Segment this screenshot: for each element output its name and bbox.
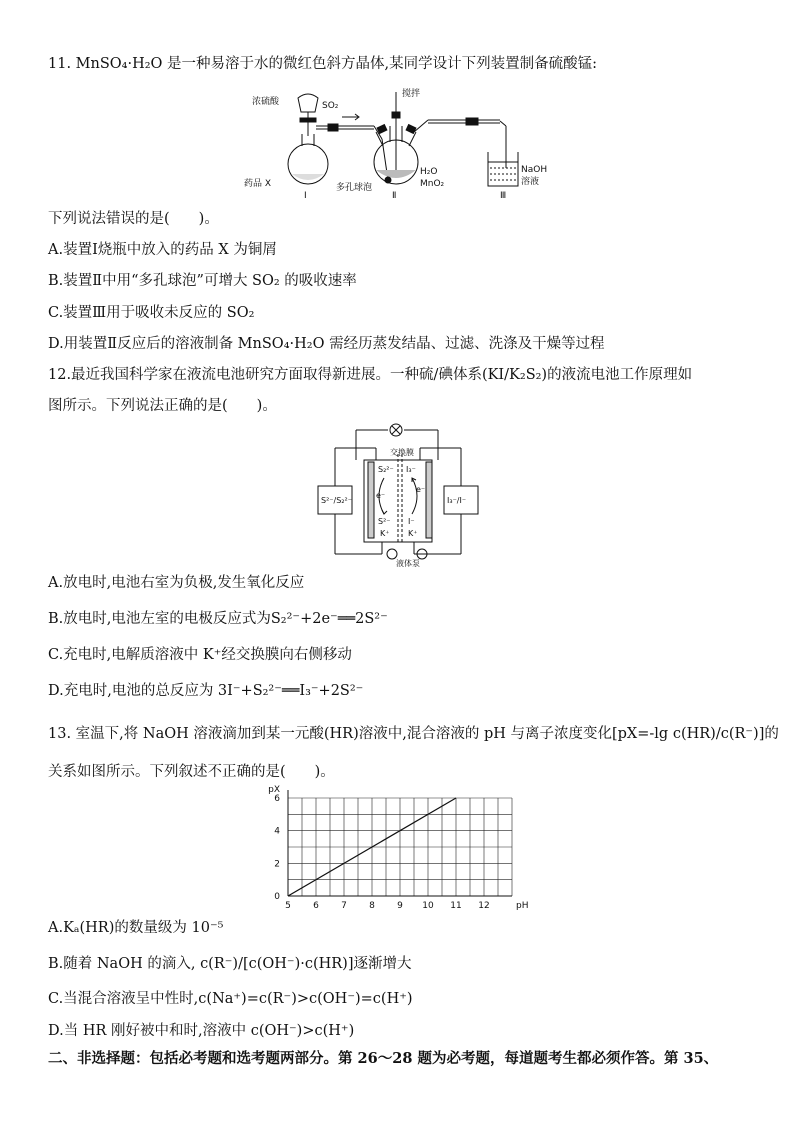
- q12-option-b: B.放电时,电池左室的电极反应式为S₂²⁻+2e⁻══2S²⁻: [48, 611, 388, 627]
- label-so2: SO₂: [322, 101, 339, 111]
- label-solution: 溶液: [521, 177, 540, 187]
- label-k-right: K⁺: [408, 529, 418, 538]
- q13-option-c: C.当混合溶液呈中性时,c(Na⁺)=c(R⁻)>c(OH⁻)=c(H⁺): [48, 991, 413, 1007]
- x-tick-label: 6: [313, 901, 319, 911]
- x-tick-label: 11: [450, 901, 462, 911]
- q13-stem-line2: 关系如图所示。下列叙述不正确的是( )。: [48, 764, 335, 780]
- q13-option-b: B.随着 NaOH 的滴入, c(R⁻)/[c(OH⁻)·c(HR)]逐渐增大: [48, 956, 412, 972]
- label-acid: 浓硫酸: [252, 97, 280, 107]
- label-s2-top: S₂²⁻: [378, 465, 394, 474]
- x-tick-label: 9: [397, 901, 403, 911]
- label-drug-x: 药品 X: [244, 179, 272, 189]
- label-roman-3: Ⅲ: [500, 191, 507, 201]
- x-tick-label: 8: [369, 901, 375, 911]
- label-naoh: NaOH: [521, 165, 548, 175]
- y-tick-label: 0: [274, 892, 280, 902]
- label-stir: 搅拌: [402, 89, 421, 99]
- label-right-tank: I₃⁻/I⁻: [447, 496, 467, 505]
- y-tick-label: 4: [274, 826, 280, 837]
- q11-option-a: A.装置Ⅰ烧瓶中放入的药品 X 为铜屑: [48, 242, 277, 258]
- apparatus-diagram: [238, 84, 568, 204]
- x-tick-label: 7: [341, 901, 347, 911]
- label-k-left: K⁺: [380, 529, 390, 538]
- x-axis-label: pH: [516, 901, 529, 911]
- q12-option-d: D.充电时,电池的总反应为 3I⁻+S₂²⁻══I₃⁻+2S²⁻: [48, 683, 364, 699]
- q11-option-b: B.装置Ⅱ中用“多孔球泡”可增大 SO₂ 的吸收速率: [48, 273, 357, 289]
- label-mno2: MnO₂: [420, 179, 445, 189]
- q12-option-c: C.充电时,电解质溶液中 K⁺经交换膜向右侧移动: [48, 647, 352, 663]
- label-bubble: 多孔球泡: [336, 183, 373, 193]
- flow-battery-diagram: [316, 420, 480, 568]
- ph-px-chart: [262, 784, 534, 912]
- label-roman-1: Ⅰ: [304, 191, 307, 201]
- label-pump: 液体泵: [396, 559, 420, 568]
- q13-option-d: D.当 HR 刚好被中和时,溶液中 c(OH⁻)>c(H⁺): [48, 1023, 355, 1039]
- x-tick-label: 12: [478, 901, 490, 911]
- label-s-bottom: S²⁻: [378, 517, 391, 526]
- q11-stem: 11. MnSO₄·H₂O 是一种易溶于水的微红色斜方晶体,某同学设计下列装置制备硫酸锰:: [48, 56, 598, 72]
- x-tick-label: 5: [285, 901, 291, 911]
- label-i-bottom: I⁻: [408, 517, 415, 526]
- label-membrane: 交换膜: [390, 448, 414, 457]
- label-h2o: H₂O: [420, 167, 438, 177]
- q11-option-c: C.装置Ⅲ用于吸收未反应的 SO₂: [48, 305, 255, 321]
- y-tick-label: 2: [274, 859, 280, 870]
- q12-option-a: A.放电时,电池右室为负极,发生氧化反应: [48, 575, 305, 591]
- label-roman-2: Ⅱ: [392, 191, 397, 201]
- y-axis-label: pX: [268, 785, 280, 795]
- label-e-right: e⁻: [416, 485, 426, 494]
- y-tick-label: 6: [274, 794, 280, 804]
- label-e-left: e⁻: [376, 491, 386, 500]
- label-left-tank: S²⁻/S₂²⁻: [321, 496, 352, 505]
- q12-stem-line2: 图所示。下列说法正确的是( )。: [48, 398, 277, 414]
- label-i3-top: I₃⁻: [406, 465, 416, 474]
- q11-prompt: 下列说法错误的是( )。: [48, 211, 219, 227]
- q11-option-d: D.用装置Ⅱ反应后的溶液制备 MnSO₄·H₂O 需经历蒸发结晶、过滤、洗涤及干燥等过程: [48, 336, 605, 352]
- q12-stem-line1: 12.最近我国科学家在液流电池研究方面取得新进展。一种硫/碘体系(KI/K₂S₂)的液流电池工作原理如: [48, 367, 693, 383]
- section-2-heading: 二、非选择题：包括必考题和选考题两部分。第 26～28 题为必考题，每道题考生都必须作答。第 35、: [48, 1050, 719, 1067]
- q13-option-a: A.Kₐ(HR)的数量级为 10⁻⁵: [48, 920, 224, 936]
- q13-stem-line1: 13. 室温下,将 NaOH 溶液滴加到某一元酸(HR)溶液中,混合溶液的 pH 与离子浓度变化[pX=-lg c(HR)/c(R⁻)]的: [48, 726, 779, 742]
- x-tick-label: 10: [422, 901, 434, 911]
